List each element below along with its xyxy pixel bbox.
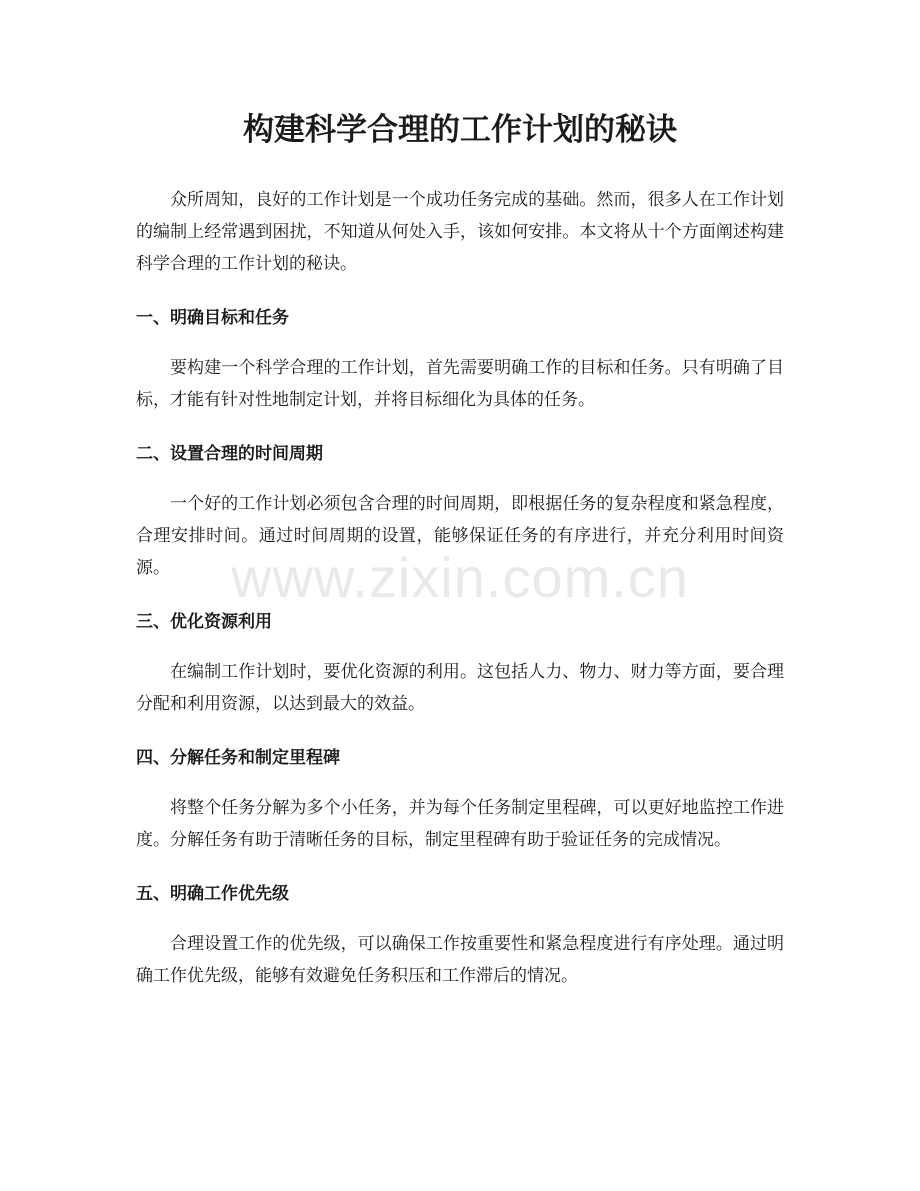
section-heading: 一、明确目标和任务 <box>136 308 289 328</box>
section-3 <box>136 608 784 720</box>
section-2 <box>136 440 784 584</box>
section-paragraph: 将整个任务分解为多个小任务，并为每个任务制定里程碑，可以更好地监控工作进度。分解任务有助于清晰任务的目标，制定里程碑有助于验证任务的完成情况。 <box>136 798 784 850</box>
section-paragraph: 合理设置工作的优先级，可以确保工作按重要性和紧急程度进行有序处理。通过明确工作优先级，能够有效避免任务积压和工作滞后的情况。 <box>136 934 784 986</box>
section-heading: 三、优化资源利用 <box>136 612 272 632</box>
section-paragraph: 要构建一个科学合理的工作计划，首先需要明确工作的目标和任务。只有明确了目标，才能有针对性地制定计划，并将目标细化为具体的任务。 <box>136 358 784 410</box>
section-4 <box>136 744 784 856</box>
section-heading: 五、明确工作优先级 <box>136 884 289 904</box>
document-title: 构建科学合理的工作计划的秘诀 <box>243 112 677 148</box>
intro-paragraph: 众所周知，良好的工作计划是一个成功任务完成的基础。然而，很多人在工作计划的编制上经常遇到困扰，不知道从何处入手，该如何安排。本文将从十个方面阐述构建科学合理的工作计划的秘诀。 <box>136 190 784 274</box>
watermark: www.zixin.com.cn <box>231 546 689 609</box>
section-heading: 四、分解任务和制定里程碑 <box>136 748 340 768</box>
section-paragraph: 在编制工作计划时，要优化资源的利用。这包括人力、物力、财力等方面，要合理分配和利用资源，以达到最大的效益。 <box>136 662 784 714</box>
section-paragraph: 一个好的工作计划必须包含合理的时间周期，即根据任务的复杂程度和紧急程度，合理安排时间。通过时间周期的设置，能够保证任务的有序进行，并充分利用时间资源。 <box>136 494 784 578</box>
section-5 <box>136 880 784 992</box>
section-1 <box>136 304 784 416</box>
section-heading: 二、设置合理的时间周期 <box>136 444 323 464</box>
document-body <box>136 184 784 992</box>
